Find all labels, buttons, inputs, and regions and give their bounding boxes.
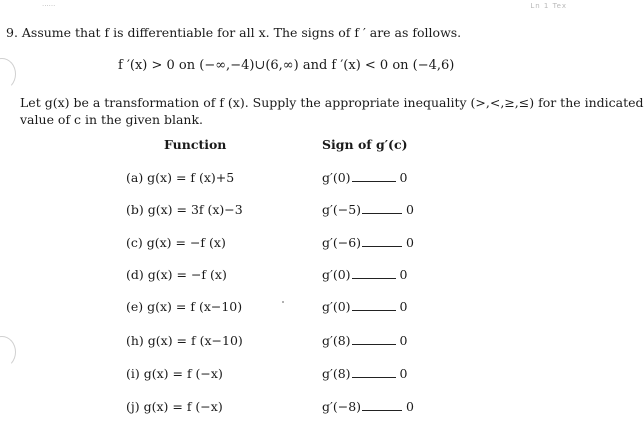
answer-row-i <box>322 366 408 381</box>
zero-value: 0 <box>399 267 408 282</box>
zero-value: 0 <box>406 202 414 217</box>
instruction-line-1: Let g(x) be a transformation of f (x). Supply the appropriate inequality (>,<,≥,≤) for the indicated <box>20 95 644 110</box>
zero-value: 0 <box>399 299 408 314</box>
answer-row-d <box>322 267 408 282</box>
zero-value: 0 <box>399 333 408 348</box>
sign-expression: g′(8) <box>322 366 351 381</box>
zero-value: 0 <box>406 399 414 414</box>
answer-blank[interactable] <box>362 203 402 214</box>
function-b: (b) g(x) = 3f (x)−3 <box>126 202 243 217</box>
answer-blank[interactable] <box>352 334 396 345</box>
function-d: (d) g(x) = −f (x) <box>126 267 227 282</box>
answer-blank[interactable] <box>362 400 402 411</box>
answer-row-b <box>322 202 414 217</box>
sign-expression: g′(0) <box>322 170 351 185</box>
sign-expression: g′(8) <box>322 333 351 348</box>
answer-blank[interactable] <box>352 300 396 311</box>
function-i: (i) g(x) = f (−x) <box>126 366 223 381</box>
answer-row-e <box>322 299 408 314</box>
column-header-sign: Sign of g′(c) <box>322 137 408 152</box>
answer-blank[interactable] <box>362 236 402 247</box>
zero-value: 0 <box>406 235 414 250</box>
binding-hole-mark <box>0 58 16 90</box>
sign-expression: g′(0) <box>322 267 351 282</box>
answer-row-c <box>322 235 414 250</box>
derivative-sign-condition: f ′(x) > 0 on (−∞,−4)∪(6,∞) and f ′(x) < 0 on (−4,6) <box>118 58 455 73</box>
function-h: (h) g(x) = f (x−10) <box>126 333 243 348</box>
sign-expression: g′(−8) <box>322 399 362 414</box>
column-header-function: Function <box>164 137 227 152</box>
function-a: (a) g(x) = f (x)+5 <box>126 170 235 185</box>
answer-blank[interactable] <box>352 268 396 279</box>
answer-row-h <box>322 333 408 348</box>
sign-expression: g′(−5) <box>322 202 362 217</box>
sign-expression: g′(−6) <box>322 235 362 250</box>
scan-mark-left: ...... <box>42 0 56 8</box>
function-j: (j) g(x) = f (−x) <box>126 399 223 414</box>
answer-blank[interactable] <box>352 171 396 182</box>
answer-blank[interactable] <box>352 367 396 378</box>
function-c: (c) g(x) = −f (x) <box>126 235 226 250</box>
binding-hole-mark <box>0 336 16 368</box>
answer-row-a <box>322 170 408 185</box>
stray-mark <box>282 301 284 303</box>
question-stem: 9. Assume that f is differentiable for all x. The signs of f ′ are as follows. <box>6 25 462 40</box>
zero-value: 0 <box>399 366 408 381</box>
function-e: (e) g(x) = f (x−10) <box>126 299 243 314</box>
scan-mark-right: Ln 1 Tex <box>530 2 567 10</box>
answer-row-j <box>322 399 414 414</box>
zero-value: 0 <box>399 170 408 185</box>
sign-expression: g′(0) <box>322 299 351 314</box>
instruction-line-2: value of c in the given blank. <box>20 112 204 127</box>
